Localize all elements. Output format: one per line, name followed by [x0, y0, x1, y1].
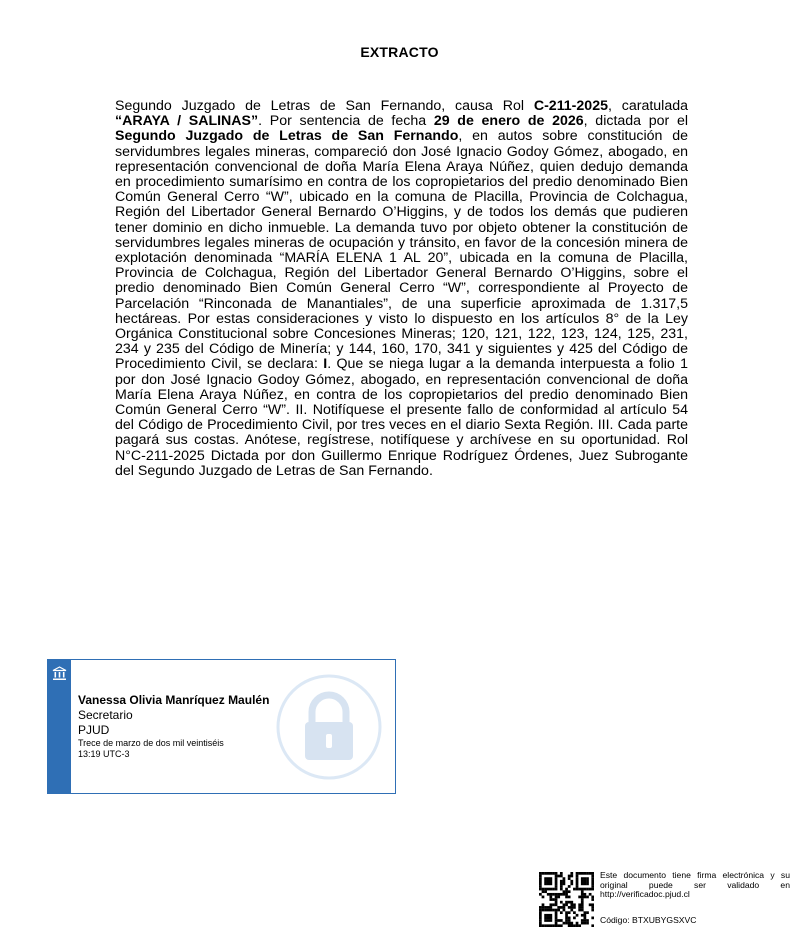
verification-notice: Este documento tiene firma electrónica y su original puede ser validado en http://verificadoc.pjud.cl: [600, 870, 790, 900]
court-name: Segundo Juzgado de Letras de San Fernando: [115, 128, 459, 145]
signer-role: Secretario: [78, 708, 133, 722]
body-text-2: , caratulada: [607, 98, 688, 114]
verification-code: Código: BTXUBYGSXVC: [600, 915, 697, 925]
body-text-6: . Que se niega lugar a la demanda interpuesta a folio 1 por don José Ignacio Godoy Gómez, abogado, en representación convencional de doña María Elena Araya Núñez, en contra de los copropietarios del predio denominado Bien Común General Cerro “W”. II. Notifíquese el presente fallo de conformidad al artículo 54 del Código de Procedimiento Civil, por tres veces en el diario Sexta Región. III. Cada parte pagará sus costas. Anótese, regístrese, notifíquese y archívese en su oportunidad. Rol N°C-211-2025 Dictada por don Guillermo Enrique Rodríguez Órdenes, Juez Subrogante del Segundo Juzgado de Letras de San Fernando.: [115, 356, 688, 479]
body-text-5: , en autos sobre constitución de servidumbres legales mineras, compareció don José Ignacio Godoy Gómez, abogado, en representación convencional de doña María Elena Araya Núñez, quien dedujo demanda en procedimiento sumarísimo en contra de los copropietarios del predio denominado Bien Común General Cerro “W”, ubicado en la comuna de Placilla, Provincia de Colchagua, Región del Libertador General Bernardo O’Higgins, y de todos los demás que pudieren tener dominio en dicho inmueble. La demanda tuvo por objeto obtener la constitución de servidumbres legales mineras de ocupación y tránsito, en favor de la concesión minera de explotación denominada “MARÍA ELENA 1 AL 20”, ubicada en la comuna de Placilla, Provincia de Colchagua, Región del Libertador General Bernardo O’Higgins, sobre el predio denominado Bien Común General Cerro “W”, correspondiente al Proyecto de Parcelación “Rinconada de Manantiales”, de una superficie aproximada de 1.317,5 hectáreas. Por estas consideraciones y visto lo dispuesto en los artículos 8° de la Ley Orgánica Constitucional sobre Concesiones Mineras; 120, 121, 122, 123, 124, 125, 231, 234 y 235 del Código de Minería; y 144, 160, 170, 341 y siguientes y 425 del Código de Procedimiento Civil, se declara:: [115, 128, 688, 373]
electronic-signature-box: [47, 659, 396, 794]
case-number: C-211-2025: [533, 98, 608, 114]
signer-organization: PJUD: [78, 723, 110, 737]
resolution-numeral: I: [323, 356, 328, 373]
body-text-4: , dictada por el: [583, 113, 688, 130]
signature-details: [78, 693, 269, 760]
body-text-3: . Por sentencia de fecha: [258, 113, 434, 130]
case-caption: “ARAYA / SALINAS”: [115, 113, 259, 130]
sentence-date: 29 de enero de 2026: [433, 113, 584, 130]
signer-name: Vanessa Olivia Manríquez Maulén: [78, 693, 270, 707]
document-title: EXTRACTO: [360, 44, 439, 60]
signature-accent-bar: [48, 660, 71, 793]
signature-date: Trece de marzo de dos mil veintiséis: [78, 738, 224, 748]
body-text-1: Segundo Juzgado de Letras de San Fernando, causa Rol: [115, 98, 534, 114]
bank-icon: [52, 666, 67, 681]
qr-code-icon: [539, 872, 594, 927]
signature-time: 13:19 UTC-3: [78, 749, 130, 759]
lock-icon: [276, 674, 382, 780]
extract-body: [115, 99, 688, 479]
